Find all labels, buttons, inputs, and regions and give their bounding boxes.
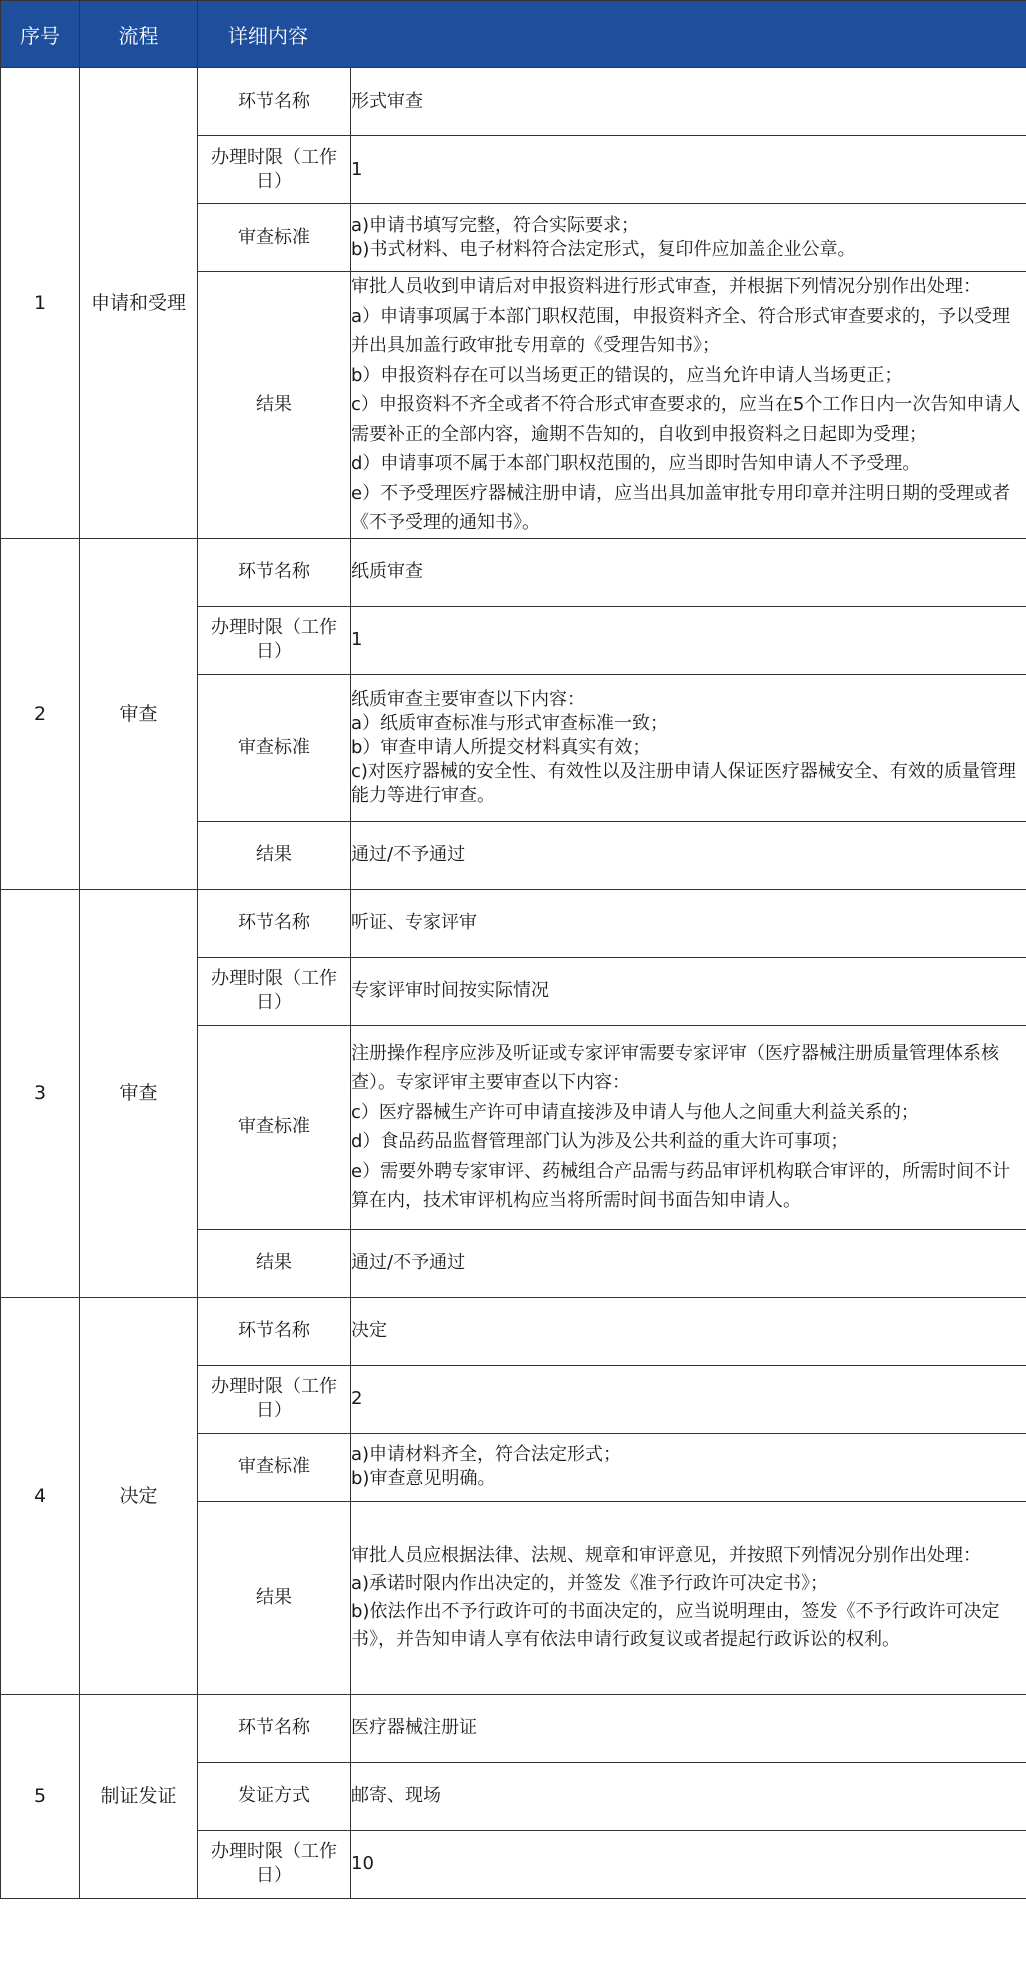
- step-name-label: 环节名称: [198, 1297, 351, 1365]
- row-value: [351, 1229, 1026, 1297]
- value-line: d）食品药品监督管理部门认为涉及公共利益的重大许可事项；: [351, 1131, 849, 1152]
- result-label: 结果: [198, 1229, 351, 1297]
- row-value: [351, 606, 1026, 674]
- row-value: [351, 821, 1026, 889]
- review-standard-label: 审查标准: [198, 1433, 351, 1501]
- row-value: [351, 1694, 1026, 1762]
- value-line: a）纸质审查标准与形式审查标准一致；: [351, 712, 669, 734]
- value-line: 注册操作程序应涉及听证或专家评审需要专家评审（医疗器械注册质量管理体系核查）。专家评审主要审查以下内容：: [351, 1042, 999, 1093]
- section-flow: 决定: [80, 1297, 198, 1694]
- row-value: [351, 136, 1026, 204]
- value-line: b）审查申请人所提交材料真实有效；: [351, 736, 651, 758]
- value-line: b)审查意见明确。: [351, 1468, 496, 1489]
- row-value: [351, 674, 1026, 821]
- value-line: 通过/不予通过: [351, 1252, 466, 1273]
- review-standard-label: 审查标准: [198, 674, 351, 821]
- result-label: 结果: [198, 821, 351, 889]
- value-line: a)申请材料齐全，符合法定形式；: [351, 1444, 622, 1465]
- row-value: [351, 1365, 1026, 1433]
- value-line: a）申请事项属于本部门职权范围，申报资料齐全、符合形式审查要求的，予以受理并出具加盖行政审批专用章的《受理告知书》；: [351, 305, 1011, 356]
- section-flow: 制证发证: [80, 1694, 198, 1898]
- table-row: [1, 1694, 1026, 1762]
- table-body: [1, 68, 1026, 1899]
- row-value: [351, 204, 1026, 272]
- row-value: [351, 68, 1026, 136]
- result-label: 结果: [198, 1501, 351, 1694]
- value-line: c）医疗器械生产许可申请直接涉及申请人与他人之间重大利益关系的；: [351, 1101, 919, 1123]
- step-name-label: 环节名称: [198, 68, 351, 136]
- value-line: 审批人员应根据法律、法规、规章和审评意见，并按照下列情况分别作出处理：: [351, 1544, 981, 1566]
- step-name-label: 环节名称: [198, 889, 351, 957]
- section-flow: 申请和受理: [80, 68, 198, 539]
- table-row: [1, 68, 1026, 136]
- time-limit-label: 办理时限（工作日）: [198, 957, 351, 1025]
- section-number: 5: [1, 1694, 80, 1898]
- value-line: 形式审查: [351, 90, 423, 112]
- row-value: [351, 1830, 1026, 1898]
- result-label: 结果: [198, 272, 351, 539]
- value-line: c）申报资料不齐全或者不符合形式审查要求的，应当在5个工作日内一次告知申请人需要补正的全部内容，逾期不告知的，自收到申报资料之日起即为受理；: [351, 394, 1021, 445]
- header-detail: 详细内容: [198, 1, 1026, 68]
- step-name-label: 环节名称: [198, 1694, 351, 1762]
- time-limit-label: 办理时限（工作日）: [198, 136, 351, 204]
- row-value: [351, 1433, 1026, 1501]
- row-value: [351, 1501, 1026, 1694]
- time-limit-label: 办理时限（工作日）: [198, 606, 351, 674]
- row-value: [351, 272, 1026, 539]
- value-line: b)书式材料、电子材料符合法定形式，复印件应加盖企业公章。: [351, 238, 856, 260]
- time-limit-label: 办理时限（工作日）: [198, 1365, 351, 1433]
- section-flow: 审查: [80, 889, 198, 1297]
- value-line: c)对医疗器械的安全性、有效性以及注册申请人保证医疗器械安全、有效的质量管理能力等进行审查。: [351, 760, 1016, 806]
- issuance-method-label: 发证方式: [198, 1762, 351, 1830]
- value-line: 医疗器械注册证: [351, 1717, 477, 1738]
- value-line: 专家评审时间按实际情况: [351, 980, 549, 1001]
- header-flow: 流程: [80, 1, 198, 68]
- row-value: [351, 1025, 1026, 1229]
- row-value: [351, 957, 1026, 1025]
- value-line: 1: [351, 629, 363, 650]
- header-num: 序号: [1, 1, 80, 68]
- value-line: 纸质审查: [351, 561, 423, 582]
- review-standard-label: 审查标准: [198, 204, 351, 272]
- value-line: 1: [351, 158, 363, 180]
- step-name-label: 环节名称: [198, 538, 351, 606]
- table-row: [1, 1297, 1026, 1365]
- value-line: e）需要外聘专家审评、药械组合产品需与药品审评机构联合审评的，所需时间不计算在内，技术审评机构应当将所需时间书面告知申请人。: [351, 1160, 1011, 1211]
- value-line: 邮寄、现场: [351, 1785, 441, 1806]
- row-value: [351, 889, 1026, 957]
- section-flow: 审查: [80, 538, 198, 889]
- review-standard-label: 审查标准: [198, 1025, 351, 1229]
- value-line: 审批人员收到申请后对申报资料进行形式审查，并根据下列情况分别作出处理：: [351, 276, 981, 297]
- value-line: b)依法作出不予行政许可的书面决定的，应当说明理由，签发《不予行政许可决定书》，并告知申请人享有依法申请行政复议或者提起行政诉讼的权利。: [351, 1600, 1000, 1650]
- section-number: 4: [1, 1297, 80, 1694]
- value-line: a)承诺时限内作出决定的，并签发《准予行政许可决定书》；: [351, 1572, 829, 1594]
- value-line: 听证、专家评审: [351, 912, 477, 933]
- value-line: 10: [351, 1853, 374, 1874]
- table-row: [1, 889, 1026, 957]
- value-line: a)申请书填写完整，符合实际要求；: [351, 214, 640, 236]
- value-line: 2: [351, 1388, 363, 1409]
- section-number: 1: [1, 68, 80, 539]
- row-value: [351, 538, 1026, 606]
- value-line: e）不予受理医疗器械注册申请，应当出具加盖审批专用印章并注明日期的受理或者《不予受理的通知书》。: [351, 482, 1011, 533]
- value-line: 通过/不予通过: [351, 844, 466, 865]
- row-value: [351, 1762, 1026, 1830]
- value-line: b）申报资料存在可以当场更正的错误的，应当允许申请人当场更正；: [351, 364, 903, 386]
- table-row: [1, 538, 1026, 606]
- header-row: [1, 1, 1026, 68]
- section-number: 3: [1, 889, 80, 1297]
- value-line: d）申请事项不属于本部门职权范围的，应当即时告知申请人不予受理。: [351, 453, 921, 474]
- time-limit-label: 办理时限（工作日）: [198, 1830, 351, 1898]
- value-line: 纸质审查主要审查以下内容：: [351, 688, 585, 710]
- row-value: [351, 1297, 1026, 1365]
- section-number: 2: [1, 538, 80, 889]
- value-line: 决定: [351, 1320, 387, 1341]
